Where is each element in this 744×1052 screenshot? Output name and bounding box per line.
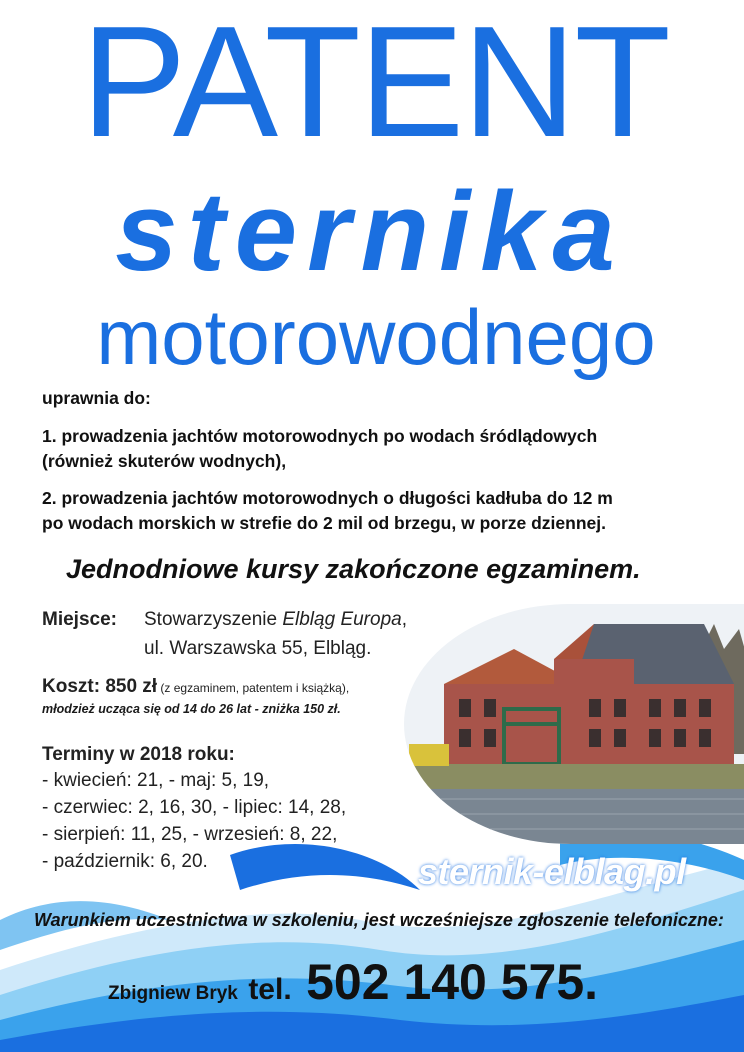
termin-line: - sierpień: 11, 25, - wrzesień: 8, 22, — [42, 824, 338, 845]
koszt-discount: młodzież ucząca się od 14 do 26 lat - zniżka 150 zł. — [42, 702, 341, 716]
item-1 — [42, 424, 742, 474]
tel-label: tel. — [248, 973, 292, 1006]
intro-text: uprawnia do: — [42, 388, 151, 408]
terminy-title: Terminy w 2018 roku: — [42, 744, 235, 765]
contact-name: Zbigniew Bryk — [108, 983, 238, 1004]
item-1-line-1: 1. prowadzenia jachtów motorowodnych po wodach śródlądowych — [42, 426, 598, 446]
slogan: Jednodniowe kursy zakończone egzaminem. — [66, 554, 641, 584]
koszt-label: Koszt: 850 zł — [42, 676, 158, 697]
title-sternika: sternika — [115, 169, 625, 294]
miejsce-line-2: ul. Warszawska 55, Elbląg. — [144, 638, 372, 659]
termin-line: - październik: 6, 20. — [42, 851, 208, 872]
koszt-note: (z egzaminem, patentem i książką), — [157, 681, 350, 695]
item-2-line-2: po wodach morskich w strefie do 2 mil od brzegu, w porze dziennej. — [42, 513, 606, 533]
registration-condition: Warunkiem uczestnictwa w szkoleniu, jest wcześniejsze zgłoszenie telefoniczne: — [34, 910, 724, 930]
termin-line: - kwiecień: 21, - maj: 5, 19, — [42, 770, 270, 791]
miejsce-org-name: Elbląg Europa — [282, 609, 402, 630]
koszt — [42, 674, 349, 701]
building-photo — [401, 604, 744, 844]
miejsce-label: Miejsce: — [42, 609, 117, 630]
miejsce-prefix: Stowarzyszenie — [144, 609, 283, 630]
item-1-line-2: (również skuterów wodnych), — [42, 451, 287, 471]
website-url[interactable]: sternik-elblag.pl — [418, 851, 686, 892]
building-photo-image — [401, 604, 744, 844]
miejsce-suffix: , — [401, 609, 407, 630]
title-patent: PATENT — [81, 0, 669, 170]
item-2-line-1: 2. prowadzenia jachtów motorowodnych o długości kadłuba do 12 m — [42, 488, 613, 508]
contact — [108, 953, 598, 1011]
miejsce-line-1 — [144, 607, 407, 633]
item-2 — [42, 486, 742, 536]
tel-number[interactable]: 502 140 575. — [306, 954, 599, 1010]
title-motorowodnego: motorowodnego — [96, 293, 656, 381]
termin-line: - czerwiec: 2, 16, 30, - lipiec: 14, 28, — [42, 797, 347, 818]
